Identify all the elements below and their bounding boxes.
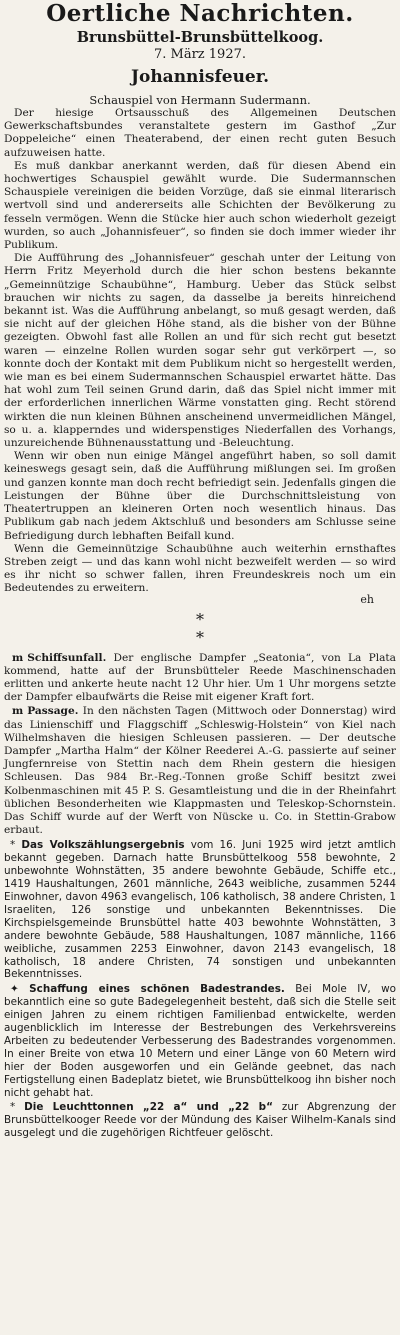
news-text: vom 16. Juni 1925 wird jetzt amtlich bekannt gegeben. Darnach hatte Brunsbüttelkoog 558 bewohnte, 2 unbewohnte Wohnstätten, 35 andere bewohnte Gebäude, Schiffe etc., 1419 Haushaltungen, 2601 männliche, 2643 weibliche, zusammen 5244 Einwohner, davon 4963 evangelisch, 106 katholisch, 38 andere Christen, 1 Israeliten, 126 sonstige und unbekannten Bekenntnisses. Die Kirchspielsgemeinde Brunsbüttel hatte 403 bewohnte Wohnstätten, 3 andere bewohnte Gebäude, 588 Haushaltungen, 1087 männliche, 1166 weibliche, zusammen 2253 Einwohner, davon 2143 evangelisch, 18 katholisch, 18 andere Christen, 74 sonstigen und unbekannten Bekenntnisses.	[4, 839, 396, 981]
separator-star: *	[196, 609, 204, 629]
article-paragraph: Der hiesige Ortsausschuß des Allgemeinen Deutschen Gewerkschaftsbundes veranstaltete gestern im Gasthof „Zur Doppeleiche“ einen Theaterabend, der einen recht guten Besuch aufzuweisen hatte.	[4, 107, 396, 159]
news-keyword: Passage.	[27, 705, 79, 718]
news-item	[4, 839, 396, 981]
article-byline: Schauspiel von Hermann Sudermann.	[89, 93, 311, 107]
local-news-list-2	[4, 839, 396, 1140]
news-text: Der englische Dampfer „Seatonia“, von La Plata kommend, hatte auf der Brunsbütteler Reede Maschinenschaden erlitten und ankerte heute nacht 12 Uhr hier. Um 1 Uhr morgens setzte der Dampfer elbaufwärts die Reise mit eigener Kraft fort.	[4, 651, 396, 704]
news-text: In den nächsten Tagen (Mittwoch oder Donnerstag) wird das Linienschiff und Flaggschiff „Schleswig-Holstein“ von Kiel nach Wilhelmshaven die hiesigen Schleusen passieren. — Der deutsche Dampfer „Martha Halm“ der Kölner Reederei A.-G. passierte auf seiner Jungfernreise von Stettin nach dem Rhein gestern die hiesigen Schleusen. Das 984 Br.-Reg.-Tonnen große Schiff besitzt zwei Kolbenmaschinen mit 45 P. S. Gesamtleistung und die in der Rheinfahrt üblichen Besonderheiten wie Klappmasten und Teleskop-Schornstein. Das Schiff wurde auf der Werft von Nüscke u. Co. in Stettin-Grabow erbaut.	[4, 705, 396, 837]
article-paragraph: Es muß dankbar anerkannt werden, daß für diesen Abend ein hochwertiges Schauspiel gewählt wurde. Die Sudermannschen Schauspiele vereinigen die beiden Vorzüge, daß sie einmal literarisch wertvoll sind und andererseits alle Schichten der Bevölkerung zu fesseln vermögen. Wenn die Stücke hier auch schon wiederholt gezeigt wurden, so auch „Johannisfeuer“, so finden sie doch immer wieder ihr Publikum.	[4, 159, 396, 252]
article-paragraph: Die Aufführung des „Johannisfeuer“ geschah unter der Leitung von Herrn Fritz Meyerhold durch die hier schon bestens bekannte „Gemeinnützige Schaubühne“, Hamburg. Ueber das Stück selbst brauchen wir nichts zu sagen, da dasselbe ja bereits hinreichend bekannt ist. Was die Aufführung anbelangt, so muß gesagt werden, daß sie nicht auf der gleichen Höhe stand, als die bisher von der Bühne gezeigten. Obwohl fast alle Rollen an und für sich recht gut besetzt waren — einzelne Rollen wurden sogar sehr gut verkörpert —, so konnte doch der Kontakt mit dem Publikum nicht so hergestellt werden, wie man es bei einem Sudermannschen Schauspiel erwartet hätte. Das hat wohl zum Teil seinen Grund darin, daß das Spiel nicht immer mit der erforderlichen innerlichen Wärme vonstatten ging. Recht störend wirkten die nun kleinen Bühnen anscheinend unvermeidlichen Mängel, so u. a. klapperndes und widerspenstiges Niederfallen des Vorhangs, unzureichende Bühnenausstattung und -Beleuchtung.	[4, 252, 396, 450]
news-item	[4, 1101, 396, 1140]
news-marker: ✦	[10, 983, 19, 996]
masthead	[4, 2, 396, 62]
local-news-list	[4, 652, 396, 838]
news-marker: *	[10, 1101, 16, 1114]
news-keyword: Das Volkszählungsergebnis	[21, 839, 185, 852]
news-item	[4, 705, 396, 837]
news-marker: *	[10, 839, 16, 852]
newspaper-page	[0, 2, 400, 1335]
news-keyword: Schiffsunfall.	[27, 651, 107, 664]
news-item	[4, 652, 396, 705]
section-subtitle: Brunsbüttel-Brunsbüttelkoog.	[76, 29, 324, 46]
issue-date: 7. März 1927.	[153, 47, 246, 62]
news-marker: m	[12, 651, 24, 664]
article-headline: Johannisfeuer.	[130, 67, 270, 87]
news-item	[4, 983, 396, 1099]
article-paragraph: Wenn die Gemeinnützige Schaubühne auch weiterhin ernsthaftes Streben zeigt — und das kann wohl nicht bezweifelt werden — so wird es ihr nicht so schwer fallen, ihren Freundeskreis noch um ein Bedeutendes zu erweitern.	[4, 542, 396, 595]
section-separator	[4, 609, 396, 647]
article-paragraph: Wenn wir oben nun einige Mängel angeführt haben, so soll damit keineswegs gesagt sein, daß die Aufführung mißlungen sei. Im großen und ganzen konnte man doch recht befriedigt sein. Jedenfalls gingen die Leistungen der Bühne über die Durchschnittsleistung von Theatertruppen an kleineren Orten noch wesentlich hinaus. Das Publikum gab nach jedem Aktschluß und besonders am Schlusse seine Befriedigung durch lebhaften Beifall kund.	[4, 450, 396, 542]
news-text: Bei Mole IV, wo bekanntlich eine so gute Badegelegenheit besteht, daß sich die Stelle seit einigen Jahren zu einem richtigen Familienbad entwickelte, werden augenblicklich im Interesse der Bestrebungen des Verkehrsvereins Arbeiten zu bedeutender Verbesserung des Badestrandes vorgenommen. In einer Breite von etwa 10 Metern und einer Länge von 60 Metern wird hier der Boden ausgeworfen und ein Gelände geebnet, das nach Fertigstellung einen Badeplatz bietet, wie Brunsbüttelkoog ihn bisher noch nicht gehabt hat.	[4, 983, 396, 1099]
news-keyword: Schaffung eines schönen Badestrandes.	[29, 983, 285, 996]
news-keyword: Die Leuchttonnen „22 a“ und „22 b“	[24, 1101, 273, 1114]
section-title: Oertliche Nachrichten.	[46, 0, 354, 27]
news-marker: m	[12, 705, 24, 718]
article-body	[4, 107, 396, 596]
separator-star-second: *	[196, 627, 204, 647]
author-signature: eh	[360, 592, 374, 606]
news-text: zur Abgrenzung der Brunsbüttelkooger Reede vor der Mündung des Kaiser Wilhelm-Kanals sind ausgelegt und die zugehörigen Richtfeuer gelöscht.	[4, 1101, 396, 1140]
